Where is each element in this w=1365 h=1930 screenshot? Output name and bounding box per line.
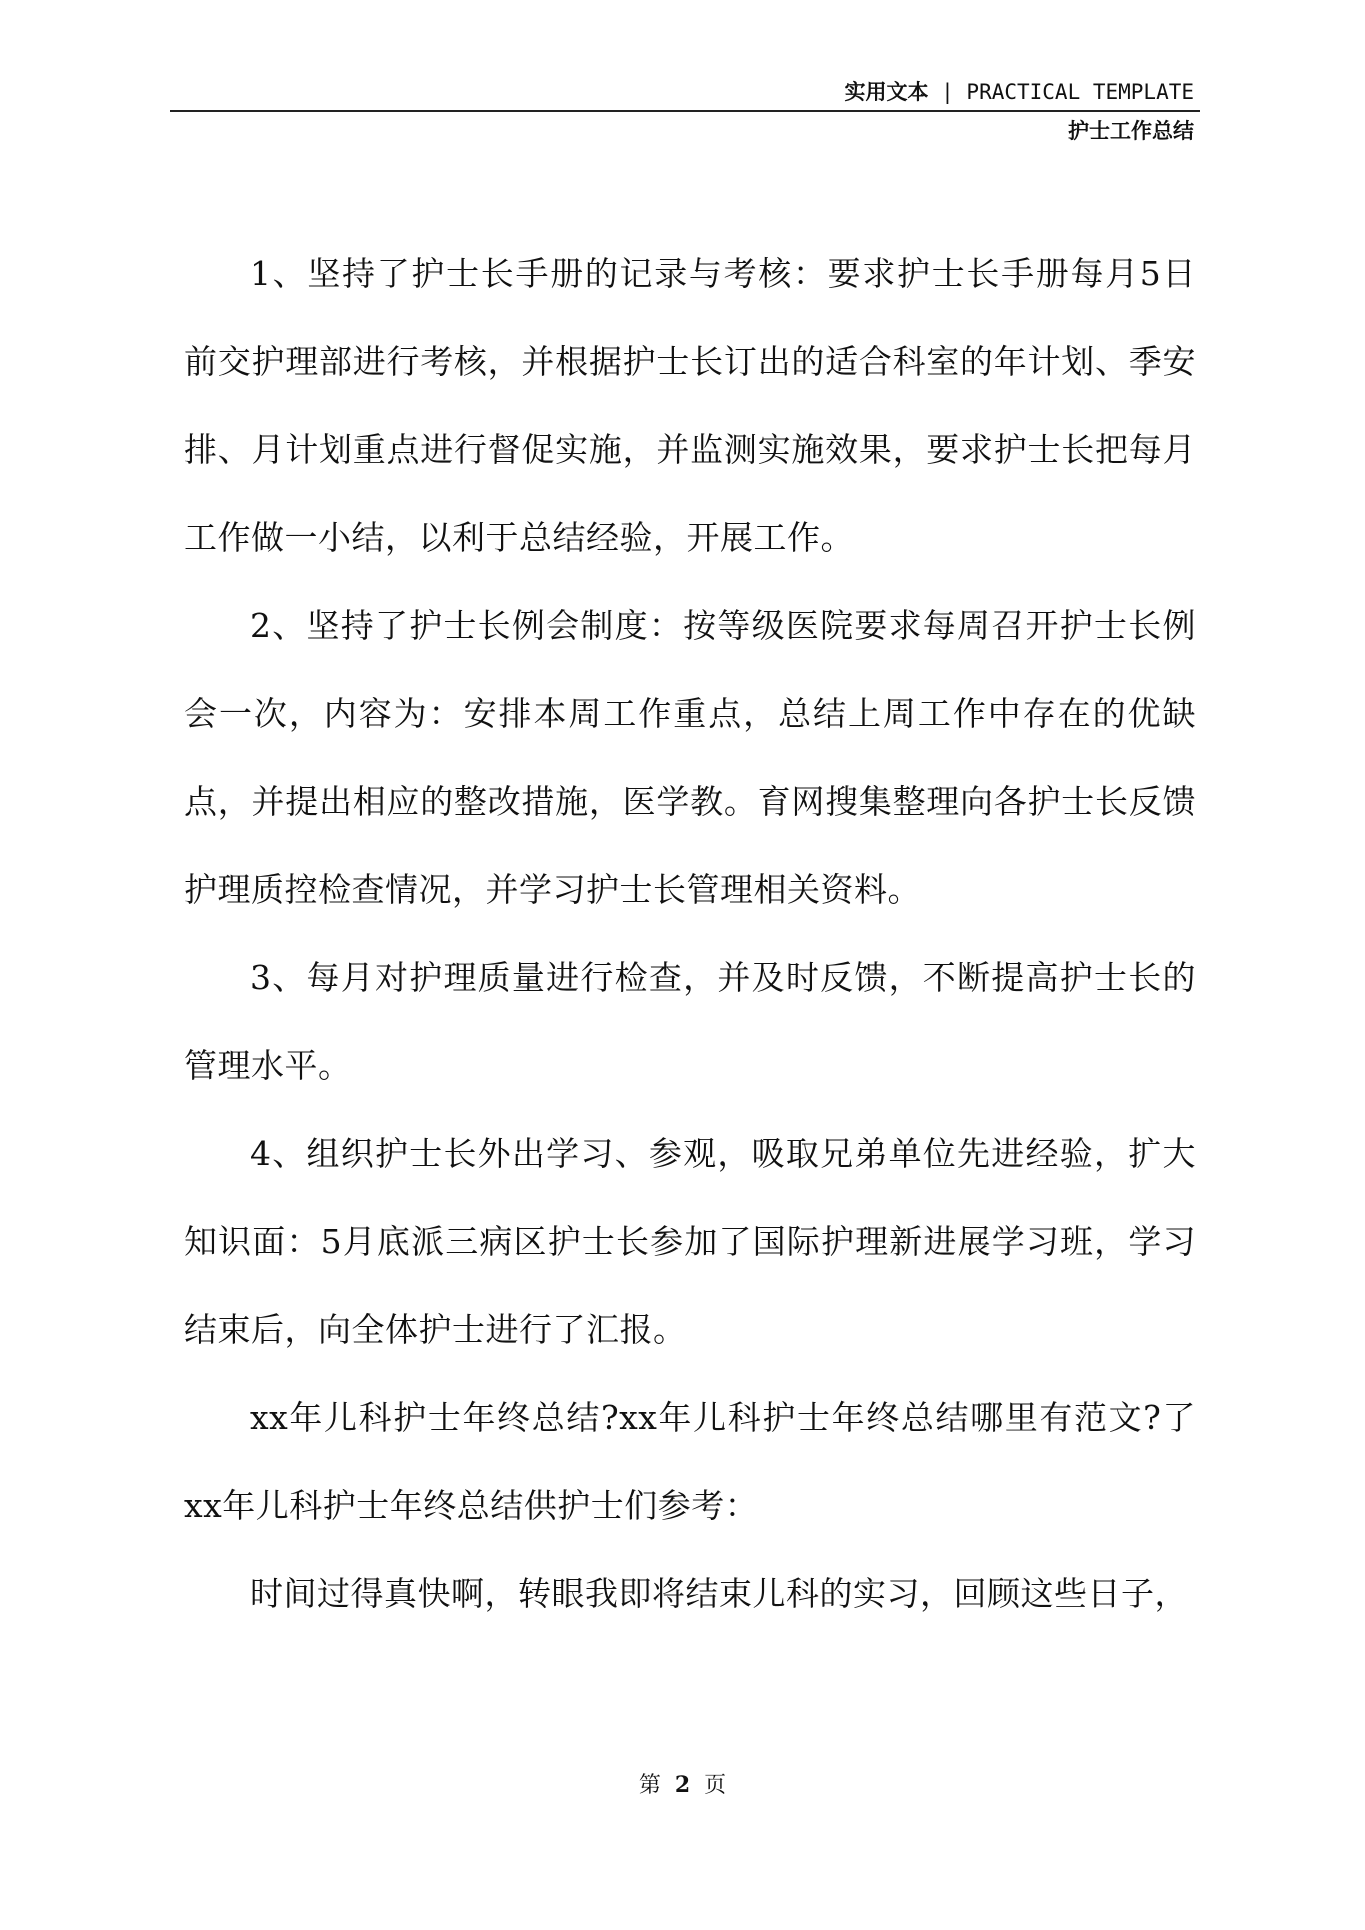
paragraph-3: 3、每月对护理质量进行检查，并及时反馈，不断提高护士长的管理水平。 — [184, 958, 1196, 1085]
page-header — [170, 78, 1200, 146]
footer-suffix: 页 — [704, 1773, 727, 1798]
header-separator: | — [941, 80, 954, 104]
header-brand-line — [170, 78, 1200, 106]
paragraph-4: 4、组织护士长外出学习、参观，吸取兄弟单位先进经验，扩大知识面：5月底派三病区护士长参加了国际护理新进展学习班，学习结束后，向全体护士进行了汇报。 — [184, 1134, 1196, 1349]
footer-prefix: 第 — [638, 1773, 661, 1798]
paragraph-6: 时间过得真快啊，转眼我即将结束儿科的实习，回顾这些日子， — [250, 1574, 1188, 1613]
document-body — [184, 230, 1196, 1638]
paragraph-2: 2、坚持了护士长例会制度：按等级医院要求每周召开护士长例会一次，内容为：安排本周工作重点，总结上周工作中存在的优缺点，并提出相应的整改措施，医学教。育网搜集整理向各护士长反馈护理质控检查情况，并学习护士长管理相关资料。 — [184, 606, 1196, 909]
footer-page-number: 2 — [674, 1772, 691, 1798]
header-divider — [170, 110, 1200, 112]
header-brand-en: PRACTICAL TEMPLATE — [966, 80, 1194, 104]
page-footer — [0, 1770, 1365, 1801]
header-brand-cn: 实用文本 — [844, 80, 929, 104]
paragraph-5: xx年儿科护士年终总结?xx年儿科护士年终总结哪里有范文?了xx年儿科护士年终总结供护士们参考： — [184, 1398, 1196, 1525]
paragraph-1: 1、坚持了护士长手册的记录与考核：要求护士长手册每月5日前交护理部进行考核，并根据护士长订出的适合科室的年计划、季安排、月计划重点进行督促实施，并监测实施效果，要求护士长把每月工作做一小结，以利于总结经验，开展工作。 — [184, 254, 1196, 557]
header-subtitle: 护士工作总结 — [1068, 119, 1194, 143]
